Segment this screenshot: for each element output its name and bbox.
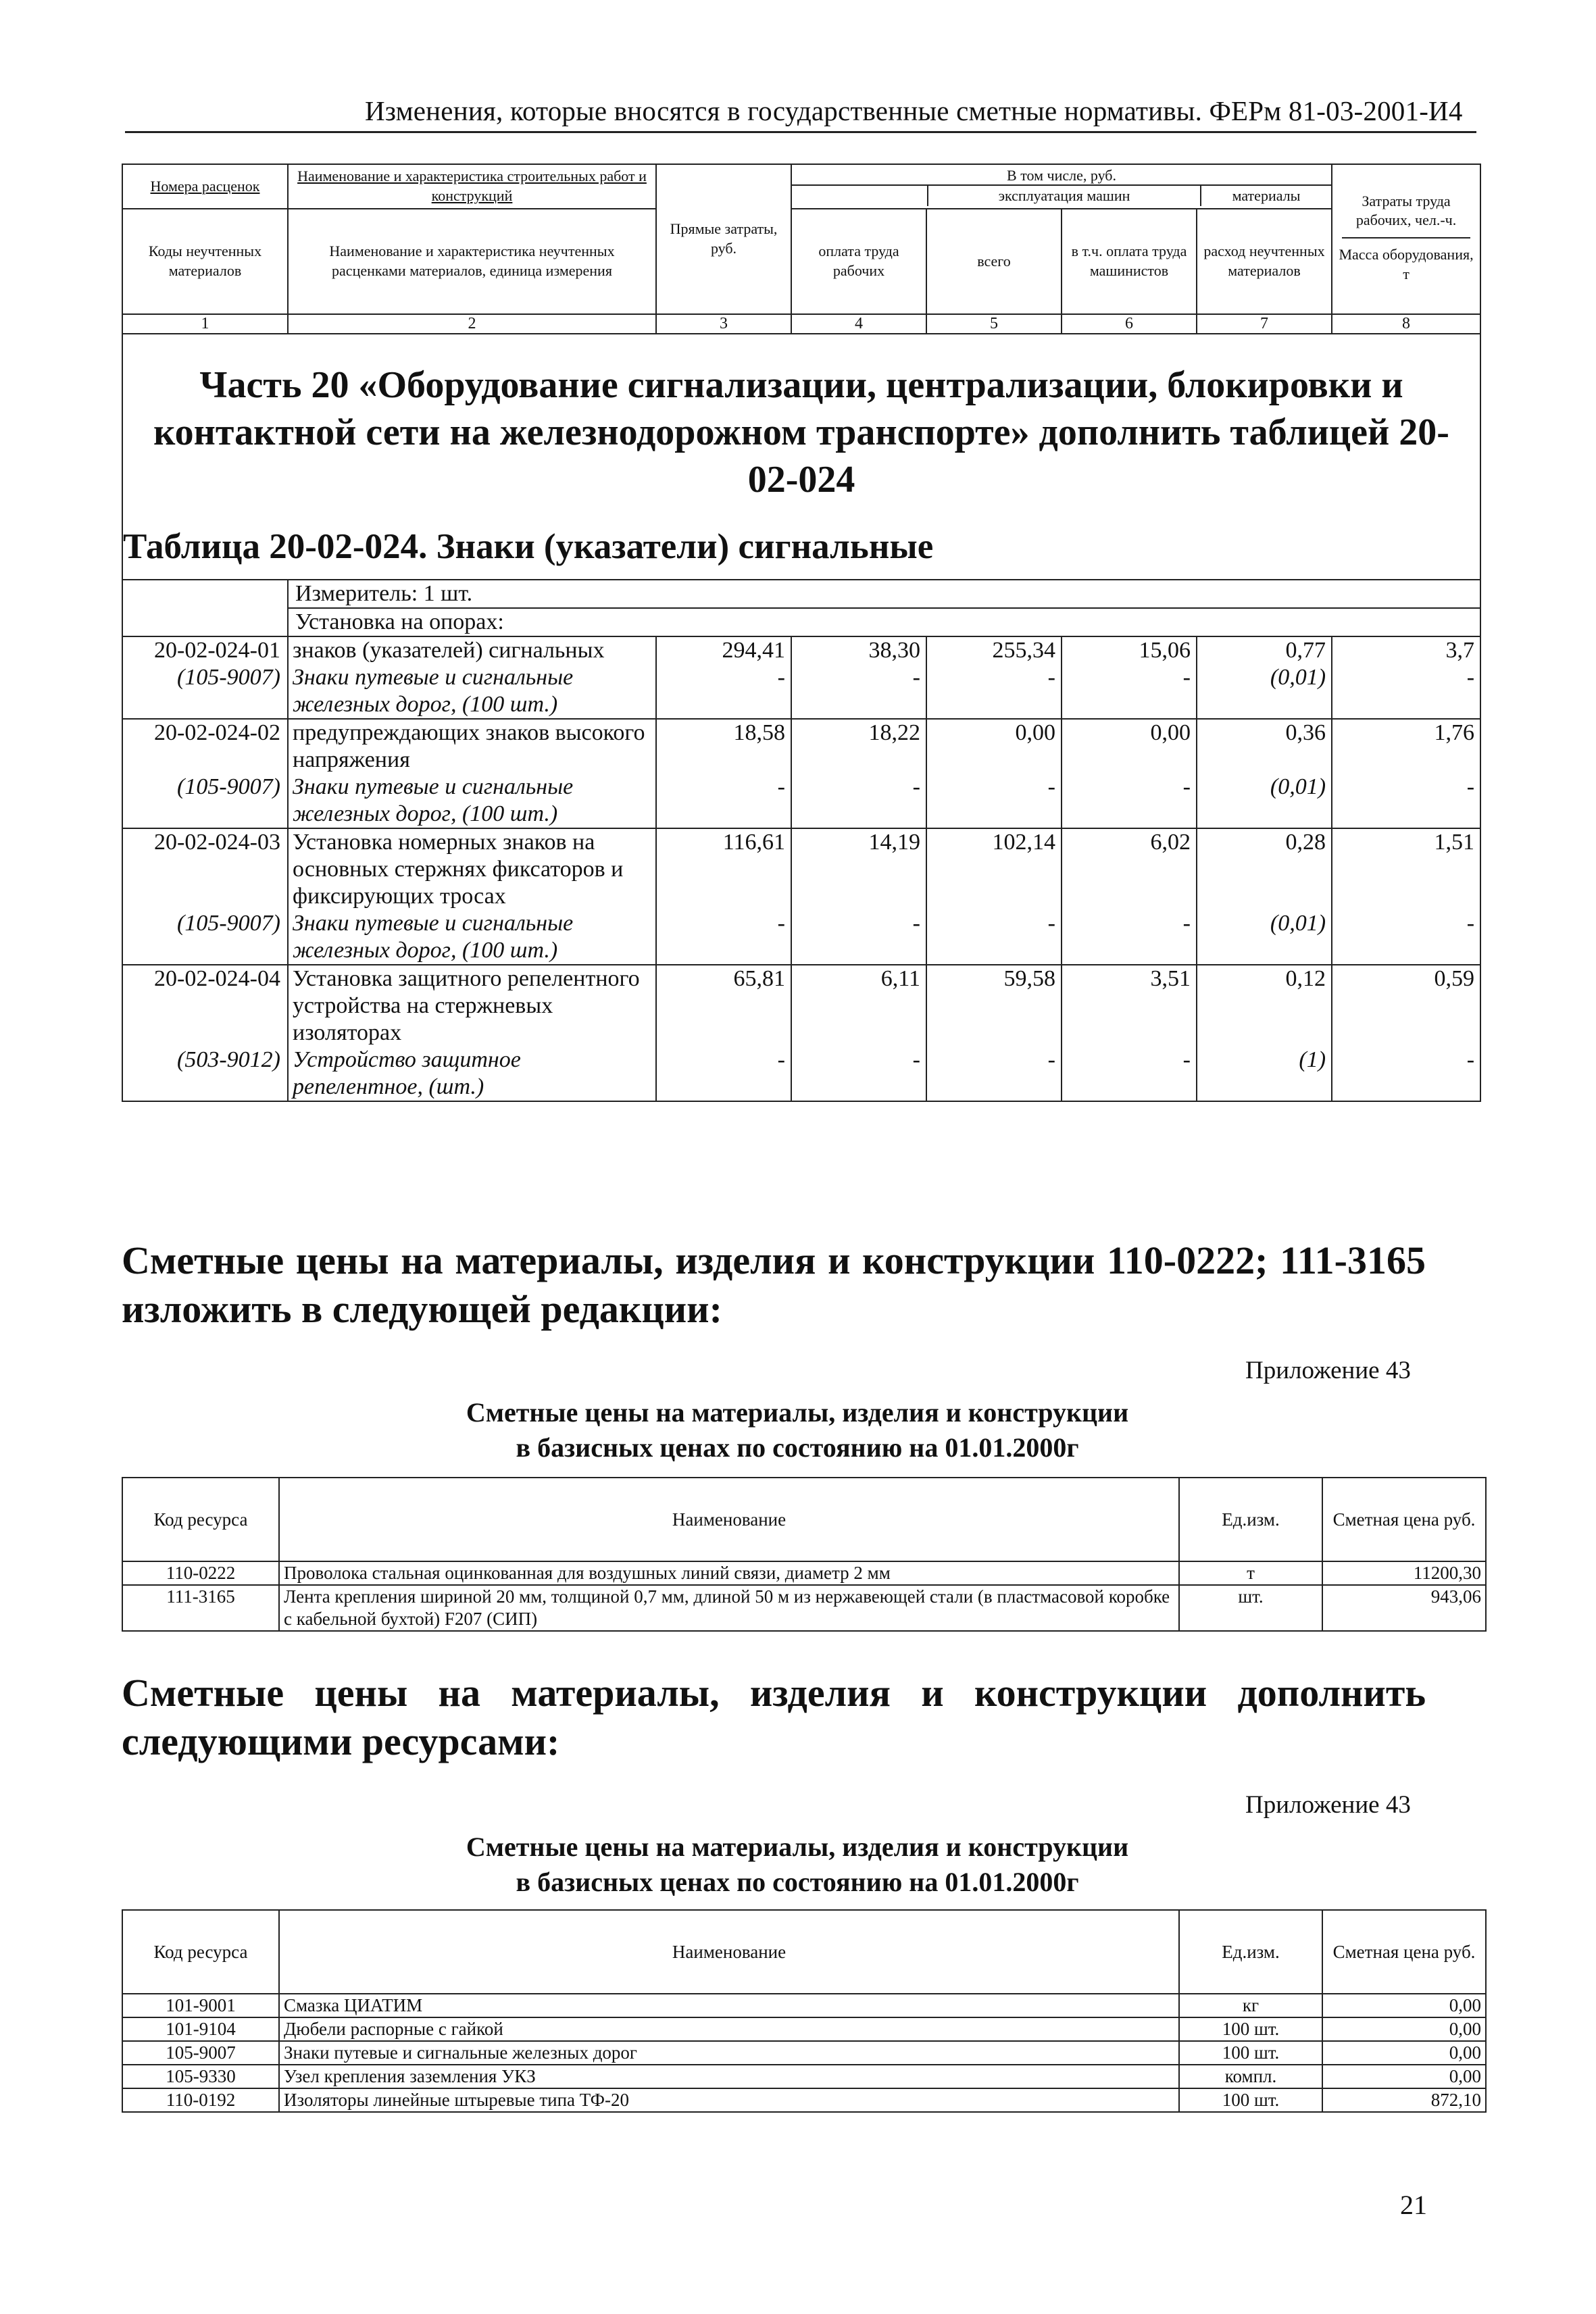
rate-value: 6,11 (791, 965, 926, 1047)
resource-name: Лента крепления шириной 20 мм, толщиной 0,7 мм, длиной 50 м из нержавеющей стали (в пластмасовой коробке с кабельной бухтой) F207 (СИП) (279, 1585, 1179, 1631)
section1-appendix: Приложение 43 (1245, 1357, 1411, 1384)
price-row (122, 2041, 1486, 2065)
resource-unit: 100 шт. (1179, 2017, 1322, 2041)
header-name: Наименование (279, 1478, 1179, 1561)
resource-unit: т (1179, 1561, 1322, 1585)
rate-value: 116,61 (656, 828, 791, 910)
resource-name: Изоляторы линейные штыревые типа ТФ-20 (279, 2088, 1179, 2112)
running-head: Изменения, которые вносятся в государственные сметные нормативы. ФЕРм 81-03-2001-И4 (365, 95, 1463, 126)
rate-value: 102,14 (926, 828, 1062, 910)
rate-value: 14,19 (791, 828, 926, 910)
price-row (122, 1994, 1486, 2017)
part-title: Часть 20 «Оборудование сигнализации, централизации, блокировки и контактной сети на железнодорожном транспорте» дополнить таблицей 20-02-024 (153, 364, 1449, 501)
header-rate-numbers: Номера расценок (122, 164, 288, 209)
material-value: - (791, 910, 926, 965)
material-name: Знаки путевые и сигнальные железных дорог, (100 шт.) (288, 774, 656, 828)
rate-value: 0,00 (926, 719, 1062, 774)
material-value: - (1062, 910, 1197, 965)
material-row (122, 664, 1480, 719)
material-value: - (1332, 910, 1480, 965)
rate-value: 0,00 (1062, 719, 1197, 774)
page-number: 21 (1400, 2190, 1427, 2220)
resource-unit: 100 шт. (1179, 2041, 1322, 2065)
column-number: 1 (122, 314, 288, 334)
resource-unit: шт. (1179, 1585, 1322, 1631)
rate-value: 6,02 (1062, 828, 1197, 910)
column-number: 6 (1062, 314, 1197, 334)
resource-code: 105-9007 (122, 2041, 279, 2065)
rate-value: 1,51 (1332, 828, 1480, 910)
price-row (122, 1585, 1486, 1631)
material-row (122, 774, 1480, 828)
material-consumption: (1) (1197, 1047, 1332, 1101)
resource-price: 0,00 (1322, 2017, 1486, 2041)
header-unit: Ед.изм. (1179, 1478, 1322, 1561)
rate-row (122, 636, 1480, 664)
resource-code: 101-9001 (122, 1994, 279, 2017)
material-name: Устройство защитное репелентное, (шт.) (288, 1047, 656, 1101)
material-code: (105-9007) (122, 910, 288, 965)
material-row (122, 910, 1480, 965)
material-value: - (791, 664, 926, 719)
section1-title: Сметные цены на материалы, изделия и конструкции в базисных ценах по состоянию на 01.01.2000г (466, 1397, 1129, 1463)
rate-value: 59,58 (926, 965, 1062, 1047)
resource-price: 0,00 (1322, 2041, 1486, 2065)
price-table-1 (122, 1477, 1487, 1632)
price-row (122, 2065, 1486, 2088)
resource-name: Знаки путевые и сигнальные железных дорог (279, 2041, 1179, 2065)
resource-code: 110-0222 (122, 1561, 279, 1585)
material-value: - (791, 1047, 926, 1101)
material-code: (503-9012) (122, 1047, 288, 1101)
rate-name: Установка номерных знаков на основных стержнях фиксаторов и фиксирующих тросах (288, 828, 656, 910)
header-rule (125, 131, 1476, 133)
section1-heading: Сметные цены на материалы, изделия и конструкции 110-0222; 111-3165 изложить в следующей редакции: (122, 1238, 1426, 1331)
rate-value: 0,28 (1197, 828, 1332, 910)
material-value: - (926, 664, 1062, 719)
measure-unit: Измеритель: 1 шт. (288, 580, 1480, 608)
column-number: 4 (791, 314, 926, 334)
rate-value: 3,51 (1062, 965, 1197, 1047)
price-row (122, 1561, 1486, 1585)
material-value: - (926, 1047, 1062, 1101)
header-materials: материалы (1232, 187, 1301, 204)
resource-name: Дюбели распорные с гайкой (279, 2017, 1179, 2041)
rate-row (122, 828, 1480, 910)
header-machinist-wages: в т.ч. оплата труда машинистов (1062, 209, 1197, 314)
material-value: - (1062, 664, 1197, 719)
material-value: - (791, 774, 926, 828)
header-machines-total: всего (926, 209, 1062, 314)
rate-value: 0,77 (1197, 636, 1332, 664)
rate-code: 20-02-024-04 (122, 965, 288, 1047)
part-block (122, 334, 1480, 580)
rate-code: 20-02-024-03 (122, 828, 288, 910)
column-number: 8 (1332, 314, 1480, 334)
rate-value: 15,06 (1062, 636, 1197, 664)
material-value: - (656, 774, 791, 828)
material-value: - (926, 774, 1062, 828)
header-price: Сметная цена руб. (1322, 1910, 1486, 1994)
rate-name: Установка защитного репелентного устройства на стержневых изоляторах (288, 965, 656, 1047)
material-value: - (1332, 774, 1480, 828)
header-resource-code: Код ресурса (122, 1910, 279, 1994)
column-number: 7 (1197, 314, 1332, 334)
material-row (122, 1047, 1480, 1101)
header-direct-costs: Прямые затраты, руб. (656, 164, 791, 314)
material-value: - (656, 1047, 791, 1101)
install-caption: Установка на опорах: (288, 608, 1480, 636)
resource-price: 872,10 (1322, 2088, 1486, 2112)
rate-value: 0,36 (1197, 719, 1332, 774)
header-material-consumption: расход неучтенных материалов (1197, 209, 1332, 314)
resource-price: 0,00 (1322, 2065, 1486, 2088)
material-value: - (1332, 1047, 1480, 1101)
material-consumption: (0,01) (1197, 664, 1332, 719)
table-title: Таблица 20-02-024. Знаки (указатели) сигнальные (123, 527, 934, 566)
header-labour: Затраты труда рабочих, чел.-ч. Масса оборудования, т (1332, 164, 1480, 314)
resource-unit: 100 шт. (1179, 2088, 1322, 2112)
section2-appendix: Приложение 43 (1245, 1791, 1411, 1819)
rate-value: 3,7 (1332, 636, 1480, 664)
resource-price: 0,00 (1322, 1994, 1486, 2017)
material-value: - (1062, 1047, 1197, 1101)
rate-value: 18,22 (791, 719, 926, 774)
resource-name: Проволока стальная оцинкованная для воздушных линий связи, диаметр 2 мм (279, 1561, 1179, 1585)
material-name: Знаки путевые и сигнальные железных дорог, (100 шт.) (288, 664, 656, 719)
rate-value: 38,30 (791, 636, 926, 664)
header-price: Сметная цена руб. (1322, 1478, 1486, 1561)
rate-value: 255,34 (926, 636, 1062, 664)
material-value: - (1062, 774, 1197, 828)
resource-price: 11200,30 (1322, 1561, 1486, 1585)
rate-code: 20-02-024-02 (122, 719, 288, 774)
price-row (122, 2017, 1486, 2041)
rate-value: 294,41 (656, 636, 791, 664)
header-machines: эксплуатация машин (927, 186, 1201, 206)
rate-row (122, 719, 1480, 774)
column-number: 2 (288, 314, 656, 334)
material-value: - (926, 910, 1062, 965)
header-material-name: Наименование и характеристика неучтенных расценками материалов, единица измерения (288, 209, 656, 314)
header-material-codes: Коды неучтенных материалов (122, 209, 288, 314)
resource-unit: кг (1179, 1994, 1322, 2017)
material-consumption: (0,01) (1197, 774, 1332, 828)
header-name: Наименование (279, 1910, 1179, 1994)
resource-name: Узел крепления заземления УКЗ (279, 2065, 1179, 2088)
header-resource-code: Код ресурса (122, 1478, 279, 1561)
rate-value: 0,59 (1332, 965, 1480, 1047)
material-value: - (1332, 664, 1480, 719)
rates-table (122, 164, 1481, 1102)
resource-code: 101-9104 (122, 2017, 279, 2041)
price-table-2 (122, 1909, 1487, 2113)
resource-code: 105-9330 (122, 2065, 279, 2088)
resource-name: Смазка ЦИАТИМ (279, 1994, 1179, 2017)
header-work-name: Наименование и характеристика строительных работ и конструкций (288, 164, 656, 209)
column-number: 5 (926, 314, 1062, 334)
material-value: - (656, 910, 791, 965)
rate-value: 0,12 (1197, 965, 1332, 1047)
resource-price: 943,06 (1322, 1585, 1486, 1631)
material-code: (105-9007) (122, 664, 288, 719)
column-number: 3 (656, 314, 791, 334)
section2-heading: Сметные цены на материалы, изделия и конструкции дополнить следующими ресурсами: (122, 1671, 1426, 1763)
rate-code: 20-02-024-01 (122, 636, 288, 664)
resource-code: 111-3165 (122, 1585, 279, 1631)
rate-value: 65,81 (656, 965, 791, 1047)
resource-code: 110-0192 (122, 2088, 279, 2112)
material-name: Знаки путевые и сигнальные железных дорог, (100 шт.) (288, 910, 656, 965)
material-value: - (656, 664, 791, 719)
price-row (122, 2088, 1486, 2112)
rate-name: предупреждающих знаков высокого напряжения (288, 719, 656, 774)
rate-value: 18,58 (656, 719, 791, 774)
rate-value: 1,76 (1332, 719, 1480, 774)
section2-title: Сметные цены на материалы, изделия и конструкции в базисных ценах по состоянию на 01.01.2000г (466, 1832, 1129, 1897)
resource-unit: компл. (1179, 2065, 1322, 2088)
header-unit: Ед.изм. (1179, 1910, 1322, 1994)
rate-row (122, 965, 1480, 1047)
rate-name: знаков (указателей) сигнальных (288, 636, 656, 664)
material-code: (105-9007) (122, 774, 288, 828)
material-consumption: (0,01) (1197, 910, 1332, 965)
header-wages: оплата труда рабочих (791, 209, 926, 314)
header-group: В том числе, руб. эксплуатация машин материалы (791, 164, 1332, 209)
